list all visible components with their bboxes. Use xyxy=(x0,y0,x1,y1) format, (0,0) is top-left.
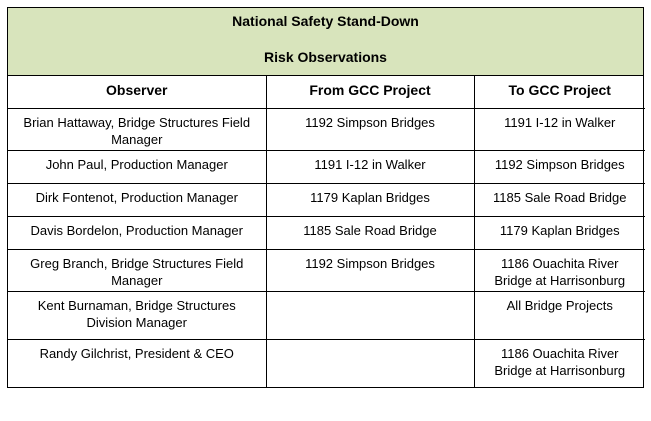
column-header-to-project: To GCC Project xyxy=(474,76,645,108)
from-project-cell: 1191 I-12 in Walker xyxy=(266,150,474,183)
to-project-cell: 1179 Kaplan Bridges xyxy=(474,216,645,249)
table-row xyxy=(8,249,645,291)
table-row xyxy=(8,216,645,249)
table-row xyxy=(8,108,645,150)
observer-cell: Kent Burnaman, Bridge Structures Division Manager xyxy=(8,291,266,339)
from-project-cell: 1179 Kaplan Bridges xyxy=(266,183,474,216)
table-row xyxy=(8,183,645,216)
table-row xyxy=(8,150,645,183)
observer-cell: Greg Branch, Bridge Structures Field Manager xyxy=(8,249,266,291)
from-project-cell: 1185 Sale Road Bridge xyxy=(266,216,474,249)
to-project-cell: All Bridge Projects xyxy=(474,291,645,339)
to-project-cell: 1186 Ouachita River Bridge at Harrisonburg xyxy=(494,345,626,378)
to-project-cell: 1191 I-12 in Walker xyxy=(474,108,645,150)
observer-cell: Randy Gilchrist, President & CEO xyxy=(8,339,266,387)
title-line-2: Risk Observations xyxy=(264,49,387,65)
from-project-cell: 1192 Simpson Bridges xyxy=(266,108,474,150)
observer-cell: Davis Bordelon, Production Manager xyxy=(8,216,266,249)
column-header-from-project: From GCC Project xyxy=(266,76,474,108)
from-project-cell xyxy=(266,339,474,387)
title-band xyxy=(8,8,643,76)
table-row xyxy=(8,291,645,339)
from-project-cell xyxy=(266,291,474,339)
risk-observations-table xyxy=(7,7,644,388)
header-row xyxy=(8,76,645,108)
to-project-cell: 1192 Simpson Bridges xyxy=(474,150,645,183)
from-project-cell: 1192 Simpson Bridges xyxy=(266,249,474,291)
title-line-1: National Safety Stand-Down xyxy=(232,13,419,29)
observer-cell: John Paul, Production Manager xyxy=(8,150,266,183)
table-row xyxy=(8,339,645,387)
column-header-observer: Observer xyxy=(8,76,266,108)
observer-cell: Brian Hattaway, Bridge Structures Field Manager xyxy=(8,108,266,150)
to-project-cell: 1185 Sale Road Bridge xyxy=(474,183,645,216)
observations-table xyxy=(8,76,645,387)
observer-cell: Dirk Fontenot, Production Manager xyxy=(8,183,266,216)
to-project-cell: 1186 Ouachita River Bridge at Harrisonburg xyxy=(474,249,645,291)
